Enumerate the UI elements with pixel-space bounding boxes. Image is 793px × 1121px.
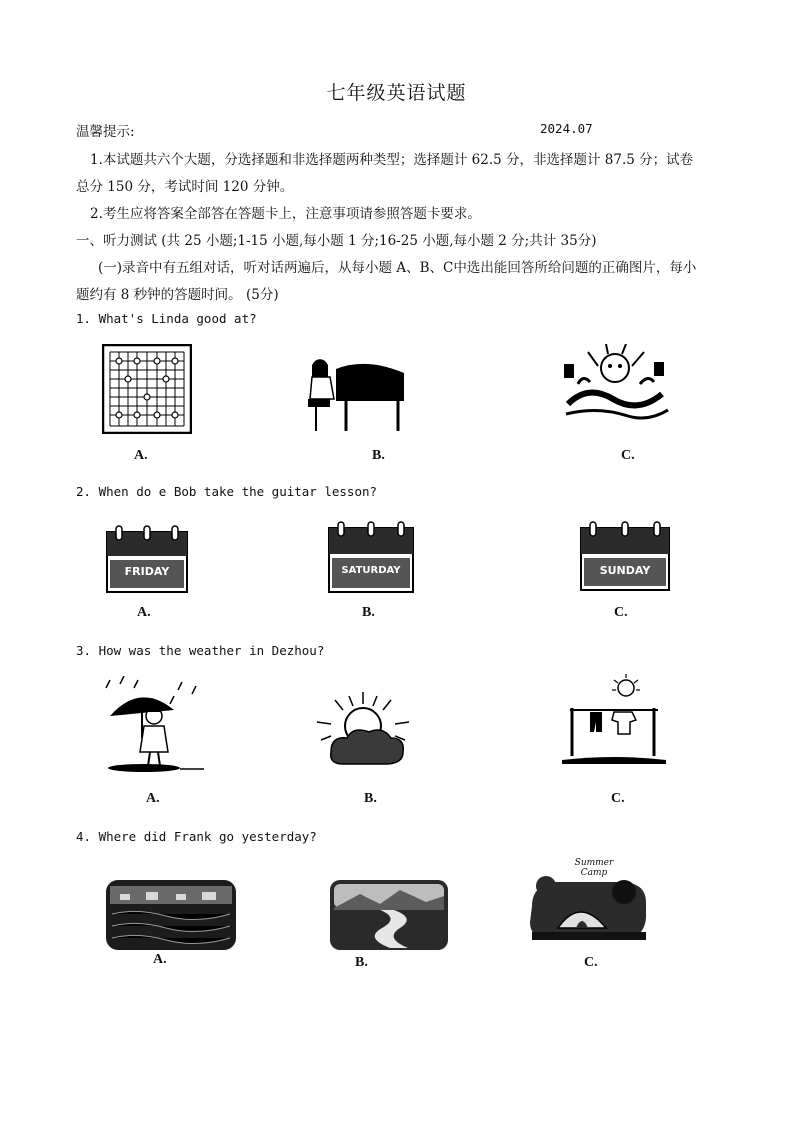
exam-date: 2024.07 (540, 121, 593, 136)
q3-option-b-label: B. (364, 791, 377, 806)
calendar-friday-text: FRIDAY (124, 565, 170, 578)
tip-line-1: 1.本试题共六个大题，分选择题和非选择题两种类型；选择题计 62.5 分，非选择题计 87.5 分；试卷 (90, 152, 694, 168)
question-2-text: 2. When do e Bob take the guitar lesson? (76, 484, 378, 499)
summer-camp-photo (524, 856, 650, 944)
sunny-laundry-icon (562, 674, 666, 768)
q1-option-c-label: C. (621, 448, 635, 463)
q4-option-a-label: A. (153, 952, 167, 967)
part1-instruction-2: 题约有 8 秒钟的答题时间。 (5分) (76, 287, 279, 303)
section1-heading: 一、听力测试 (共 25 小题;1-15 小题,每小题 1 分;16-25 小题,每小题 2 分;共计 35分) (76, 233, 597, 249)
tip-line-2: 总分 150 分，考试时间 120 分钟。 (76, 179, 294, 195)
river-photo (330, 880, 448, 950)
calendar-saturday-icon (328, 520, 414, 594)
q4-option-b-label: B. (355, 955, 368, 970)
page-title: 七年级英语试题 (326, 82, 467, 104)
calendar-sunday-icon (580, 520, 670, 592)
q2-option-b-label: B. (362, 605, 375, 620)
q3-option-a-label: A. (146, 791, 160, 806)
part1-instruction-1: (一)录音中有五组对话，听对话两遍后，从每小题 A、B、C中选出能回答所给问题的正确图片，每小 (98, 260, 697, 276)
q2-option-a-label: A. (137, 605, 151, 620)
calendar-saturday-text: SATURDAY (341, 565, 401, 576)
chess-board-icon (102, 344, 192, 434)
q2-option-c-label: C. (614, 605, 628, 620)
question-1-text: 1. What's Linda good at? (76, 311, 257, 326)
dragon-dance-icon (558, 344, 672, 426)
calendar-friday-icon (106, 524, 188, 594)
summer-camp-text: Summer Camp (574, 858, 614, 878)
tips-heading: 温馨提示: (76, 124, 135, 140)
q1-option-a-label: A. (134, 448, 148, 463)
rain-umbrella-icon (104, 676, 206, 774)
tip-line-3: 2.考生应将答案全部答在答题卡上，注意事项请参照答题卡要求。 (90, 206, 481, 222)
q3-option-c-label: C. (611, 791, 625, 806)
calendar-sunday-text: SUNDAY (599, 564, 651, 577)
q1-option-b-label: B. (372, 448, 385, 463)
farm-photo (106, 880, 236, 950)
piano-girl-icon (306, 355, 412, 433)
question-4-text: 4. Where did Frank go yesterday? (76, 829, 317, 844)
question-3-text: 3. How was the weather in Dezhou? (76, 643, 325, 658)
sun-cloud-icon (313, 692, 413, 772)
q4-option-c-label: C. (584, 955, 598, 970)
